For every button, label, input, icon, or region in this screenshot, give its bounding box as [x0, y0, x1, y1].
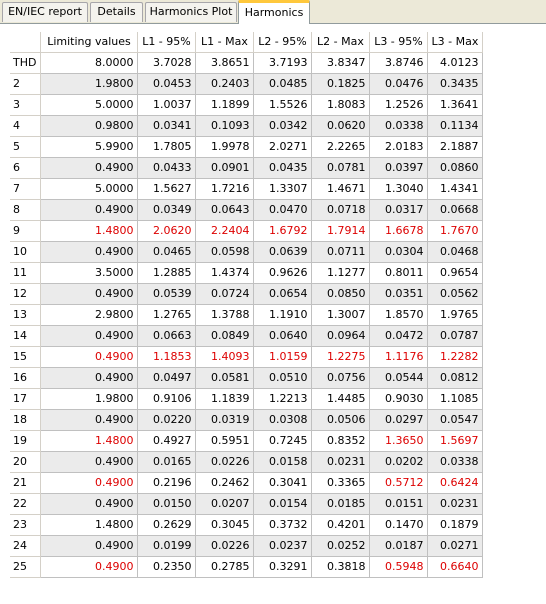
- table-cell[interactable]: 1.6792: [254, 220, 312, 241]
- table-cell[interactable]: 1.1853: [138, 346, 196, 367]
- table-cell[interactable]: 3.7028: [138, 52, 196, 73]
- table-cell[interactable]: 0.0226: [196, 451, 254, 472]
- table-row[interactable]: [10, 94, 483, 115]
- table-cell[interactable]: 0.0581: [196, 367, 254, 388]
- table-cell[interactable]: 0.0640: [254, 325, 312, 346]
- row-header: 22: [10, 493, 41, 514]
- table-cell[interactable]: 1.0037: [138, 94, 196, 115]
- table-cell[interactable]: 0.0485: [254, 73, 312, 94]
- table-cell[interactable]: 0.3041: [254, 472, 312, 493]
- l1-95-header[interactable]: L1 - 95%: [138, 32, 196, 52]
- table-cell[interactable]: 0.9626: [254, 262, 312, 283]
- table-cell[interactable]: 0.0308: [254, 409, 312, 430]
- table-cell[interactable]: 1.4800: [41, 514, 138, 535]
- table-cell[interactable]: 0.0756: [312, 367, 370, 388]
- table-cell[interactable]: 1.4374: [196, 262, 254, 283]
- table-cell[interactable]: 0.1470: [370, 514, 428, 535]
- row-header: 7: [10, 178, 41, 199]
- harmonics-panel: [0, 23, 546, 604]
- table-cell[interactable]: 0.0207: [196, 493, 254, 514]
- table-cell[interactable]: 2.1887: [428, 136, 483, 157]
- table-row[interactable]: [10, 325, 483, 346]
- table-cell[interactable]: 0.0252: [312, 535, 370, 556]
- table-cell[interactable]: 0.0435: [254, 157, 312, 178]
- table-cell[interactable]: 0.4900: [41, 157, 138, 178]
- table-cell[interactable]: 0.5951: [196, 430, 254, 451]
- l3-max-header[interactable]: L3 - Max: [428, 32, 483, 52]
- table-cell[interactable]: 2.0620: [138, 220, 196, 241]
- row-header: 23: [10, 514, 41, 535]
- table-cell[interactable]: 0.3045: [196, 514, 254, 535]
- row-header: 5: [10, 136, 41, 157]
- table-cell[interactable]: 0.0547: [428, 409, 483, 430]
- table-cell[interactable]: 0.1093: [196, 115, 254, 136]
- table-row[interactable]: [10, 556, 483, 577]
- table-row[interactable]: [10, 493, 483, 514]
- table-cell[interactable]: 5.0000: [41, 94, 138, 115]
- table-cell[interactable]: 0.0150: [138, 493, 196, 514]
- table-cell[interactable]: 0.8011: [370, 262, 428, 283]
- table-cell[interactable]: 0.0849: [196, 325, 254, 346]
- table-cell[interactable]: 1.1839: [196, 388, 254, 409]
- table-cell[interactable]: 0.0342: [254, 115, 312, 136]
- row-header: 3: [10, 94, 41, 115]
- row-header: 11: [10, 262, 41, 283]
- row-header: 15: [10, 346, 41, 367]
- table-row[interactable]: [10, 283, 483, 304]
- row-header: 19: [10, 430, 41, 451]
- table-cell[interactable]: 1.4485: [312, 388, 370, 409]
- table-row[interactable]: [10, 409, 483, 430]
- table-cell[interactable]: 0.0319: [196, 409, 254, 430]
- row-header: 9: [10, 220, 41, 241]
- table-cell[interactable]: 0.0158: [254, 451, 312, 472]
- tab-harmonics-plot[interactable]: Harmonics Plot: [145, 2, 237, 22]
- table-row[interactable]: [10, 241, 483, 262]
- table-cell[interactable]: 0.3435: [428, 73, 483, 94]
- table-cell[interactable]: 0.4900: [41, 409, 138, 430]
- table-cell[interactable]: 1.9800: [41, 73, 138, 94]
- table-cell[interactable]: 0.0639: [254, 241, 312, 262]
- table-cell[interactable]: 0.0349: [138, 199, 196, 220]
- table-cell[interactable]: 0.9800: [41, 115, 138, 136]
- table-cell[interactable]: 1.7670: [428, 220, 483, 241]
- table-cell[interactable]: 1.1085: [428, 388, 483, 409]
- table-cell[interactable]: 0.3732: [254, 514, 312, 535]
- table-cell[interactable]: 0.6640: [428, 556, 483, 577]
- table-cell[interactable]: 0.2403: [196, 73, 254, 94]
- table-cell[interactable]: 1.3788: [196, 304, 254, 325]
- table-cell[interactable]: 1.2765: [138, 304, 196, 325]
- table-row[interactable]: [10, 262, 483, 283]
- table-cell[interactable]: 1.2526: [370, 94, 428, 115]
- row-header: 20: [10, 451, 41, 472]
- table-cell[interactable]: 3.7193: [254, 52, 312, 73]
- table-cell[interactable]: 1.2213: [254, 388, 312, 409]
- table-cell[interactable]: 0.0812: [428, 367, 483, 388]
- table-cell[interactable]: 0.4900: [41, 472, 138, 493]
- table-row[interactable]: [10, 136, 483, 157]
- table-row[interactable]: [10, 52, 483, 73]
- table-cell[interactable]: 0.0470: [254, 199, 312, 220]
- table-cell[interactable]: 0.0220: [138, 409, 196, 430]
- table-cell[interactable]: 1.3007: [312, 304, 370, 325]
- table-cell[interactable]: 1.0159: [254, 346, 312, 367]
- table-cell[interactable]: 1.3307: [254, 178, 312, 199]
- row-header: 12: [10, 283, 41, 304]
- table-cell[interactable]: 1.8083: [312, 94, 370, 115]
- table-cell[interactable]: 0.4900: [41, 346, 138, 367]
- table-cell[interactable]: 0.4900: [41, 451, 138, 472]
- table-cell[interactable]: 0.0185: [312, 493, 370, 514]
- table-cell[interactable]: 0.6424: [428, 472, 483, 493]
- table-cell[interactable]: 0.2196: [138, 472, 196, 493]
- table-cell[interactable]: 8.0000: [41, 52, 138, 73]
- table-cell[interactable]: 1.7805: [138, 136, 196, 157]
- table-cell[interactable]: 1.9800: [41, 388, 138, 409]
- table-cell[interactable]: 0.0562: [428, 283, 483, 304]
- row-header: 17: [10, 388, 41, 409]
- row-header: 16: [10, 367, 41, 388]
- table-cell[interactable]: 0.0165: [138, 451, 196, 472]
- table-body: [10, 52, 483, 577]
- table-cell[interactable]: 0.0620: [312, 115, 370, 136]
- table-cell[interactable]: 0.2350: [138, 556, 196, 577]
- table-cell[interactable]: 1.3040: [370, 178, 428, 199]
- table-cell[interactable]: 0.0351: [370, 283, 428, 304]
- table-cell[interactable]: 0.0544: [370, 367, 428, 388]
- table-cell[interactable]: 0.9106: [138, 388, 196, 409]
- table-cell[interactable]: 0.4900: [41, 535, 138, 556]
- table-cell[interactable]: 0.0199: [138, 535, 196, 556]
- row-header: 14: [10, 325, 41, 346]
- table-cell[interactable]: 0.0226: [196, 535, 254, 556]
- l3-95-header[interactable]: L3 - 95%: [370, 32, 428, 52]
- table-cell[interactable]: 0.0663: [138, 325, 196, 346]
- table-cell[interactable]: 0.1825: [312, 73, 370, 94]
- tab-details[interactable]: Details: [90, 2, 143, 22]
- table-cell[interactable]: 1.4800: [41, 430, 138, 451]
- table-row[interactable]: [10, 220, 483, 241]
- table-cell[interactable]: 1.1277: [312, 262, 370, 283]
- tab-harmonics[interactable]: Harmonics: [238, 0, 310, 24]
- table-cell[interactable]: 2.2265: [312, 136, 370, 157]
- table-cell[interactable]: 0.0154: [254, 493, 312, 514]
- table-cell[interactable]: 0.1134: [428, 115, 483, 136]
- table-row[interactable]: [10, 535, 483, 556]
- table-cell[interactable]: 0.4900: [41, 493, 138, 514]
- table-cell[interactable]: 0.0202: [370, 451, 428, 472]
- table-cell[interactable]: 0.9030: [370, 388, 428, 409]
- l2-max-header[interactable]: L2 - Max: [312, 32, 370, 52]
- table-cell[interactable]: 0.0338: [428, 451, 483, 472]
- table-cell[interactable]: 0.0453: [138, 73, 196, 94]
- table-cell[interactable]: 0.0465: [138, 241, 196, 262]
- table-cell[interactable]: 1.9765: [428, 304, 483, 325]
- table-cell[interactable]: 0.0539: [138, 283, 196, 304]
- table-cell[interactable]: 0.3818: [312, 556, 370, 577]
- table-cell[interactable]: 1.7914: [312, 220, 370, 241]
- table-cell[interactable]: 0.4900: [41, 325, 138, 346]
- table-cell[interactable]: 2.0183: [370, 136, 428, 157]
- table-cell[interactable]: 0.0476: [370, 73, 428, 94]
- row-header: THD: [10, 52, 41, 73]
- table-cell[interactable]: 0.0724: [196, 283, 254, 304]
- table-cell[interactable]: 0.0850: [312, 283, 370, 304]
- table-cell[interactable]: 0.2629: [138, 514, 196, 535]
- table-cell[interactable]: 0.3291: [254, 556, 312, 577]
- row-header: 4: [10, 115, 41, 136]
- table-cell[interactable]: 3.8347: [312, 52, 370, 73]
- table-cell[interactable]: 2.0271: [254, 136, 312, 157]
- table-cell[interactable]: 0.0338: [370, 115, 428, 136]
- table-cell[interactable]: 1.4671: [312, 178, 370, 199]
- table-cell[interactable]: 4.0123: [428, 52, 483, 73]
- table-cell[interactable]: 0.0341: [138, 115, 196, 136]
- table-cell[interactable]: 5.9900: [41, 136, 138, 157]
- table-cell[interactable]: 0.0668: [428, 199, 483, 220]
- table-cell[interactable]: 0.5712: [370, 472, 428, 493]
- table-cell[interactable]: 1.4341: [428, 178, 483, 199]
- table-cell[interactable]: 0.0598: [196, 241, 254, 262]
- table-cell[interactable]: 0.0397: [370, 157, 428, 178]
- row-header: 25: [10, 556, 41, 577]
- table-cell[interactable]: 0.0231: [428, 493, 483, 514]
- harmonics-table[interactable]: [10, 32, 483, 578]
- table-cell[interactable]: 1.1176: [370, 346, 428, 367]
- table-cell[interactable]: 0.0510: [254, 367, 312, 388]
- table-row[interactable]: [10, 304, 483, 325]
- limiting-values-header[interactable]: Limiting values: [41, 32, 138, 52]
- table-cell[interactable]: 3.5000: [41, 262, 138, 283]
- l2-95-header[interactable]: L2 - 95%: [254, 32, 312, 52]
- table-cell[interactable]: 0.0506: [312, 409, 370, 430]
- row-header: 24: [10, 535, 41, 556]
- table-cell[interactable]: 0.0317: [370, 199, 428, 220]
- table-cell[interactable]: 0.4201: [312, 514, 370, 535]
- table-cell[interactable]: 0.0497: [138, 367, 196, 388]
- table-cell[interactable]: 0.9654: [428, 262, 483, 283]
- table-row[interactable]: [10, 472, 483, 493]
- table-cell[interactable]: 1.2885: [138, 262, 196, 283]
- table-cell[interactable]: 0.0964: [312, 325, 370, 346]
- table-cell[interactable]: 3.8746: [370, 52, 428, 73]
- table-cell[interactable]: 0.0901: [196, 157, 254, 178]
- table-cell[interactable]: 1.9978: [196, 136, 254, 157]
- table-cell[interactable]: 1.7216: [196, 178, 254, 199]
- table-cell[interactable]: 1.3650: [370, 430, 428, 451]
- table-cell[interactable]: 0.4900: [41, 283, 138, 304]
- table-cell[interactable]: 1.1899: [196, 94, 254, 115]
- table-cell[interactable]: 3.8651: [196, 52, 254, 73]
- table-row[interactable]: [10, 346, 483, 367]
- row-header: 6: [10, 157, 41, 178]
- table-row[interactable]: [10, 514, 483, 535]
- table-row[interactable]: [10, 430, 483, 451]
- table-cell[interactable]: 0.0643: [196, 199, 254, 220]
- table-row[interactable]: [10, 115, 483, 136]
- table-cell[interactable]: 0.3365: [312, 472, 370, 493]
- table-cell[interactable]: 0.2462: [196, 472, 254, 493]
- table-cell[interactable]: 0.0781: [312, 157, 370, 178]
- table-cell[interactable]: 0.7245: [254, 430, 312, 451]
- table-cell[interactable]: 0.0231: [312, 451, 370, 472]
- table-cell[interactable]: 0.0151: [370, 493, 428, 514]
- table-cell[interactable]: 1.2282: [428, 346, 483, 367]
- table-cell[interactable]: 2.2404: [196, 220, 254, 241]
- table-cell[interactable]: 0.0304: [370, 241, 428, 262]
- table-cell[interactable]: 0.2785: [196, 556, 254, 577]
- table-cell[interactable]: 0.4900: [41, 241, 138, 262]
- table-cell[interactable]: 1.5697: [428, 430, 483, 451]
- table-cell[interactable]: 1.5526: [254, 94, 312, 115]
- table-cell[interactable]: 1.4800: [41, 220, 138, 241]
- table-cell[interactable]: 1.8570: [370, 304, 428, 325]
- table-row[interactable]: [10, 367, 483, 388]
- table-cell[interactable]: 0.0711: [312, 241, 370, 262]
- table-row[interactable]: [10, 157, 483, 178]
- table-cell[interactable]: 5.0000: [41, 178, 138, 199]
- table-cell[interactable]: 1.4093: [196, 346, 254, 367]
- table-cell[interactable]: 0.0271: [428, 535, 483, 556]
- row-header: 10: [10, 241, 41, 262]
- table-cell[interactable]: 0.4900: [41, 199, 138, 220]
- tab-en-iec-report[interactable]: EN/IEC report: [2, 2, 88, 22]
- table-cell[interactable]: 1.6678: [370, 220, 428, 241]
- table-cell[interactable]: 0.5948: [370, 556, 428, 577]
- table-cell[interactable]: 0.1879: [428, 514, 483, 535]
- table-cell[interactable]: 2.9800: [41, 304, 138, 325]
- tab-bar: [0, 0, 546, 23]
- row-header: 21: [10, 472, 41, 493]
- table-row[interactable]: [10, 451, 483, 472]
- table-row[interactable]: [10, 199, 483, 220]
- table-cell[interactable]: 0.0468: [428, 241, 483, 262]
- table-cell[interactable]: 0.0433: [138, 157, 196, 178]
- l1-max-header[interactable]: L1 - Max: [196, 32, 254, 52]
- table-cell[interactable]: 1.5627: [138, 178, 196, 199]
- table-cell[interactable]: 1.2275: [312, 346, 370, 367]
- row-header: 18: [10, 409, 41, 430]
- table-cell[interactable]: 0.4900: [41, 367, 138, 388]
- table-cell[interactable]: 0.0187: [370, 535, 428, 556]
- table-cell[interactable]: 1.1910: [254, 304, 312, 325]
- table-cell[interactable]: 0.0718: [312, 199, 370, 220]
- header-row: [10, 32, 483, 52]
- table-cell[interactable]: 0.0472: [370, 325, 428, 346]
- table-cell[interactable]: 0.0787: [428, 325, 483, 346]
- corner-header[interactable]: [10, 32, 41, 52]
- row-header: 8: [10, 199, 41, 220]
- table-cell[interactable]: 0.8352: [312, 430, 370, 451]
- table-row[interactable]: [10, 388, 483, 409]
- table-row[interactable]: [10, 73, 483, 94]
- table-row[interactable]: [10, 178, 483, 199]
- row-header: 13: [10, 304, 41, 325]
- table-cell[interactable]: 1.3641: [428, 94, 483, 115]
- table-cell[interactable]: 0.0654: [254, 283, 312, 304]
- table-cell[interactable]: 0.4900: [41, 556, 138, 577]
- table-cell[interactable]: 0.0237: [254, 535, 312, 556]
- table-cell[interactable]: 0.0860: [428, 157, 483, 178]
- table-cell[interactable]: 0.0297: [370, 409, 428, 430]
- row-header: 2: [10, 73, 41, 94]
- table-cell[interactable]: 0.4927: [138, 430, 196, 451]
